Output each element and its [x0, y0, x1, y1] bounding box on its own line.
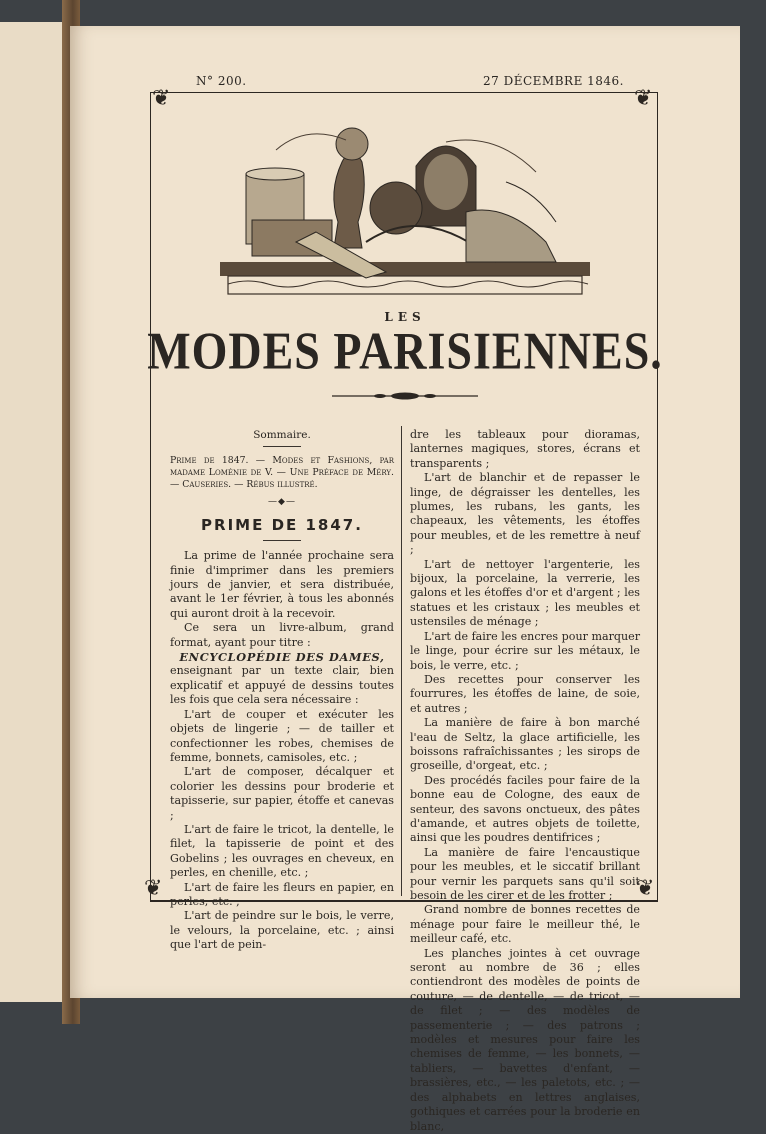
- issue-date: 27 DÉCEMBRE 1846.: [483, 74, 624, 88]
- divider: [263, 540, 301, 541]
- corner-ornament-icon: ❦: [144, 876, 163, 901]
- paragraph: La manière de faire à bon marché l'eau de Seltz, la glace artificielle, les boissons rafraîchissantes ; les sirops de groseille, d'orgeat, etc. ;: [410, 716, 640, 773]
- paragraph: Grand nombre de bonnes recettes de ménage pour faire le meilleur thé, le meilleur café, etc.: [410, 903, 640, 946]
- still-life-engraving: [216, 122, 594, 302]
- paragraph: enseignant par un texte clair, bien explicatif et appuyé de dessins toutes les fois que cela sera nécessaire :: [170, 664, 394, 707]
- paragraph: L'art de faire les encres pour marquer le linge, pour écrire sur les métaux, le bois, le verre, etc. ;: [410, 629, 640, 672]
- issue-number: N° 200.: [196, 74, 247, 88]
- paragraph: L'art de blanchir et de repasser le linge, de dégraisser les dentelles, les plumes, les rubans, les gants, les chapeaux, les vêtements, les étoffes pour meubles, et de les remettre à neuf ;: [410, 471, 640, 557]
- paragraph: Des procédés faciles pour faire de la bonne eau de Cologne, des eaux de senteur, des savons onctueux, des pâtes d'amande, et autres objets de toilette, ainsi que les poudres dentifrices ;: [410, 773, 640, 845]
- paragraph: Des recettes pour conserver les fourrures, les étoffes de laine, de soie, et autres ;: [410, 672, 640, 715]
- masthead-title: MODES PARISIENNES.: [147, 321, 663, 380]
- paragraph: La manière de faire l'encaustique pour les meubles, et le siccatif brillant pour vernir les parquets sans qu'il soit besoin de les cirer et de les frotter ;: [410, 845, 640, 902]
- left-column: [170, 428, 394, 953]
- paragraph: L'art de couper et exécuter les objets de lingerie ; — de tailler et confectionner les robes, chemises de femme, bonnets, camisoles, etc. ;: [170, 707, 394, 764]
- ornamental-rule: [332, 392, 478, 400]
- article-heading: PRIME DE 1847.: [201, 515, 363, 534]
- column-divider: [401, 426, 402, 896]
- ornament-icon: —◆—: [268, 497, 296, 508]
- paragraph: L'art de composer, décalquer et colorier les dessins pour broderie et tapisserie, sur papier, étoffe et canevas ;: [170, 765, 394, 822]
- right-column: [410, 428, 640, 1134]
- corner-ornament-icon: ❦: [152, 86, 171, 111]
- paragraph: L'art de nettoyer l'argenterie, les bijoux, la porcelaine, la verrerie, les galons et les étoffes d'or et d'argent ; les statues et les cristaux ; les meubles et ustensiles de ménage ;: [410, 557, 640, 629]
- bottom-rule: [150, 900, 658, 901]
- sommaire-heading: Sommaire.: [253, 429, 311, 441]
- paragraph: La prime de l'année prochaine sera finie d'imprimer dans les premiers jours de janvier, et sera distribuée, avant le 1er février, à tous les abonnés qui auront droit à la recevoir.: [170, 549, 394, 620]
- sommaire-text: Prime de 1847. — Modes et Fashions, par madame Loménie de V. — Une Préface de Méry. — Causeries. — Rébus illustré.: [170, 455, 394, 491]
- corner-ornament-icon: ❦: [634, 86, 653, 111]
- paragraph: L'art de peindre sur le bois, le verre, le velours, la porcelaine, etc. ; ainsi que l'art de pein-: [170, 909, 394, 952]
- masthead-les: LES: [384, 310, 426, 324]
- corner-ornament-icon: ❦: [636, 876, 655, 901]
- journal-page: [70, 26, 740, 1133]
- paragraph: Ce sera un livre-album, grand format, ayant pour titre :: [170, 621, 394, 649]
- paragraph: L'art de faire les fleurs en papier, en perles, etc. ;: [170, 880, 394, 908]
- paragraph: Les planches jointes à cet ouvrage seront au nombre de 36 ; elles contiendront des modèles de points de couture, — de dentelle, — de tricot, — de filet ; — des modèles de passementerie ; — des patrons ; modèles et mesures pour faire les chemises de femme, — les bonnets, — tabliers, — bavettes d'enfant, — brassières, etc., — les paletots, etc. ; — des alphabets en lettres anglaises, gothiques et carrées pour la broderie en blanc,: [410, 946, 640, 1133]
- left-page-edge: [0, 22, 71, 1002]
- paragraph: dre les tableaux pour dioramas, lanternes magiques, stores, écrans et transparents ;: [410, 428, 640, 470]
- paragraph: L'art de faire le tricot, la dentelle, le filet, la tapisserie de point et des Gobelins ; les ouvrages en cheveux, en perles, en chenille, etc. ;: [170, 822, 394, 880]
- divider: [263, 446, 301, 447]
- book-title: ENCYCLOPÉDIE DES DAMES,: [179, 650, 385, 665]
